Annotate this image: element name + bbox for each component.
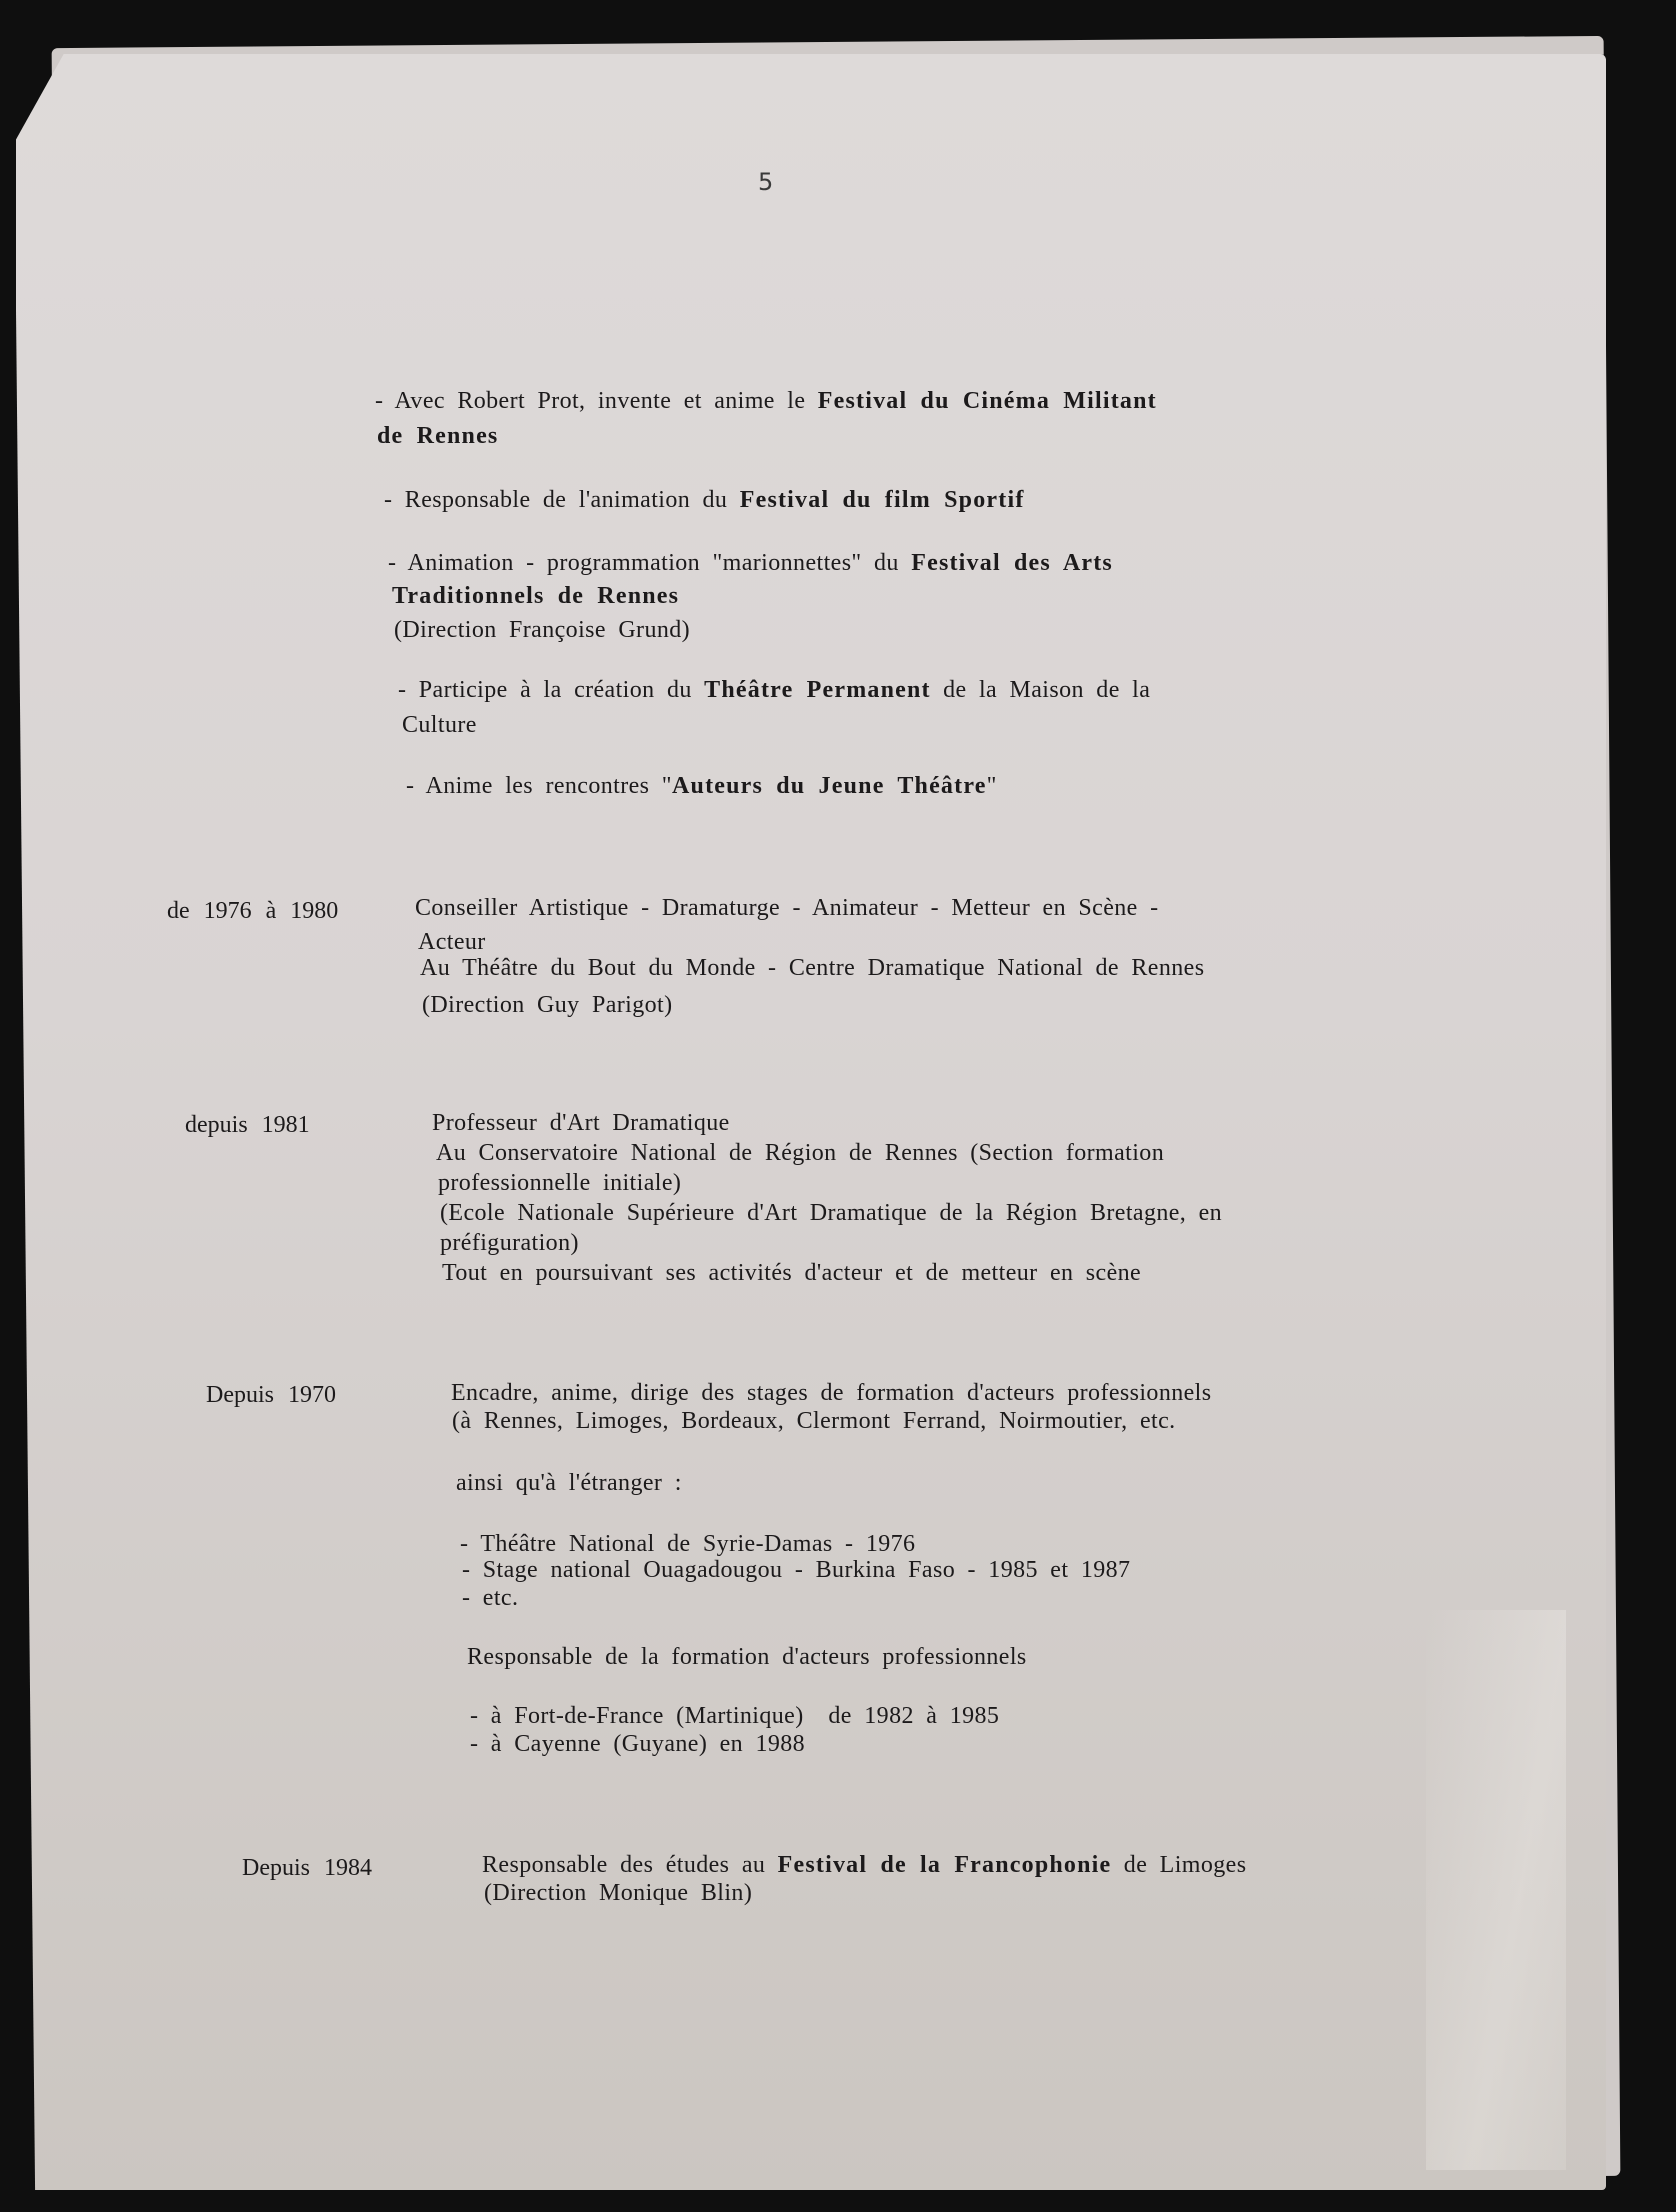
text-run: Professeur d'Art Dramatique [432,1110,730,1136]
text-line [442,1260,1141,1287]
text-run: Encadre, anime, dirige des stages de formation d'acteurs professionnels [451,1380,1212,1406]
text-line [418,929,486,956]
text-line [456,1470,682,1497]
bold-text: de Rennes [377,423,499,449]
text-line [438,1170,681,1197]
text-line [388,550,1113,577]
bold-text: Festival de la Francophonie [777,1852,1112,1878]
text-line [375,388,1157,415]
page-number: 5 [758,168,774,196]
text-line [451,1380,1212,1407]
text-line [484,1880,752,1907]
entry-date: Depuis 1984 [242,1855,372,1881]
text-run: " [986,773,997,799]
text-run: Tout en poursuivant ses activités d'acteur et de metteur en scène [442,1260,1142,1286]
text-run: - Animation - programmation "marionnettes" du [388,550,912,576]
text-run: - à Fort-de-France (Martinique) de 1982 à 1985 [470,1703,1000,1729]
text-run: - Responsable de l'animation du [384,487,740,513]
text-line [415,895,1159,922]
entry-date: Depuis 1970 [206,1382,336,1408]
entry-date: de 1976 à 1980 [167,898,339,924]
text-line [462,1585,518,1612]
text-run: (à Rennes, Limoges, Bordeaux, Clermont Ferrand, Noirmoutier, etc. [452,1408,1176,1434]
text-line [432,1110,730,1137]
text-run: professionnelle initiale) [438,1170,682,1196]
text-line [406,773,997,800]
text-line [470,1703,999,1730]
text-line [392,583,679,610]
text-line [470,1731,805,1758]
bold-text: Festival du film Sportif [739,487,1025,513]
text-line [452,1408,1176,1435]
text-run: (Ecole Nationale Supérieure d'Art Dramatique de la Région Bretagne, en [440,1200,1223,1226]
entry-date: depuis 1981 [185,1112,310,1138]
text-run: préfiguration) [440,1230,579,1256]
text-line [420,955,1204,982]
text-run: (Direction Monique Blin) [484,1880,753,1906]
text-run: (Direction Guy Parigot) [422,992,673,1018]
text-run: - Avec Robert Prot, invente et anime le [375,388,818,414]
text-run: Responsable des études au [482,1852,778,1878]
text-line [377,423,498,450]
text-line [467,1644,1027,1671]
text-run: Responsable de la formation d'acteurs professionnels [467,1644,1027,1670]
bold-text: Festival du Cinéma Militant [817,388,1157,414]
text-run: Conseiller Artistique - Dramaturge - Animateur - Metteur en Scène - [415,895,1159,921]
bold-text: Théâtre Permanent [704,677,931,703]
text-run: - etc. [462,1585,519,1611]
text-run: Acteur [418,929,486,955]
text-line [436,1140,1164,1167]
text-run: - Participe à la création du [398,677,705,703]
text-run: Au Conservatoire National de Région de Rennes (Section formation [436,1140,1165,1166]
text-run: Au Théâtre du Bout du Monde - Centre Dramatique National de Rennes [420,955,1205,981]
bold-text: Festival des Arts [911,550,1113,576]
text-line [462,1557,1130,1584]
text-run: - Anime les rencontres " [406,773,672,799]
text-run: de Limoges [1111,1852,1247,1878]
text-line [394,617,690,644]
text-line [482,1852,1246,1879]
text-line [460,1531,915,1558]
text-run: Culture [402,712,477,738]
bold-text: Traditionnels de Rennes [392,583,680,609]
bold-text: Auteurs du Jeune Théâtre [672,773,987,799]
text-line [402,712,477,739]
text-line [440,1230,579,1257]
text-run: - Stage national Ouagadougou - Burkina Faso - 1985 et 1987 [462,1557,1131,1583]
text-line [384,487,1025,514]
text-run: - Théâtre National de Syrie-Damas - 1976 [460,1531,916,1557]
text-run: de la Maison de la [930,677,1151,703]
text-run: (Direction Françoise Grund) [394,617,691,643]
text-run: ainsi qu'à l'étranger : [456,1470,682,1496]
text-line [440,1200,1222,1227]
text-line [422,992,672,1019]
text-line [398,677,1150,704]
text-run: - à Cayenne (Guyane) en 1988 [470,1731,806,1757]
page-shadow [1426,1610,1566,2170]
